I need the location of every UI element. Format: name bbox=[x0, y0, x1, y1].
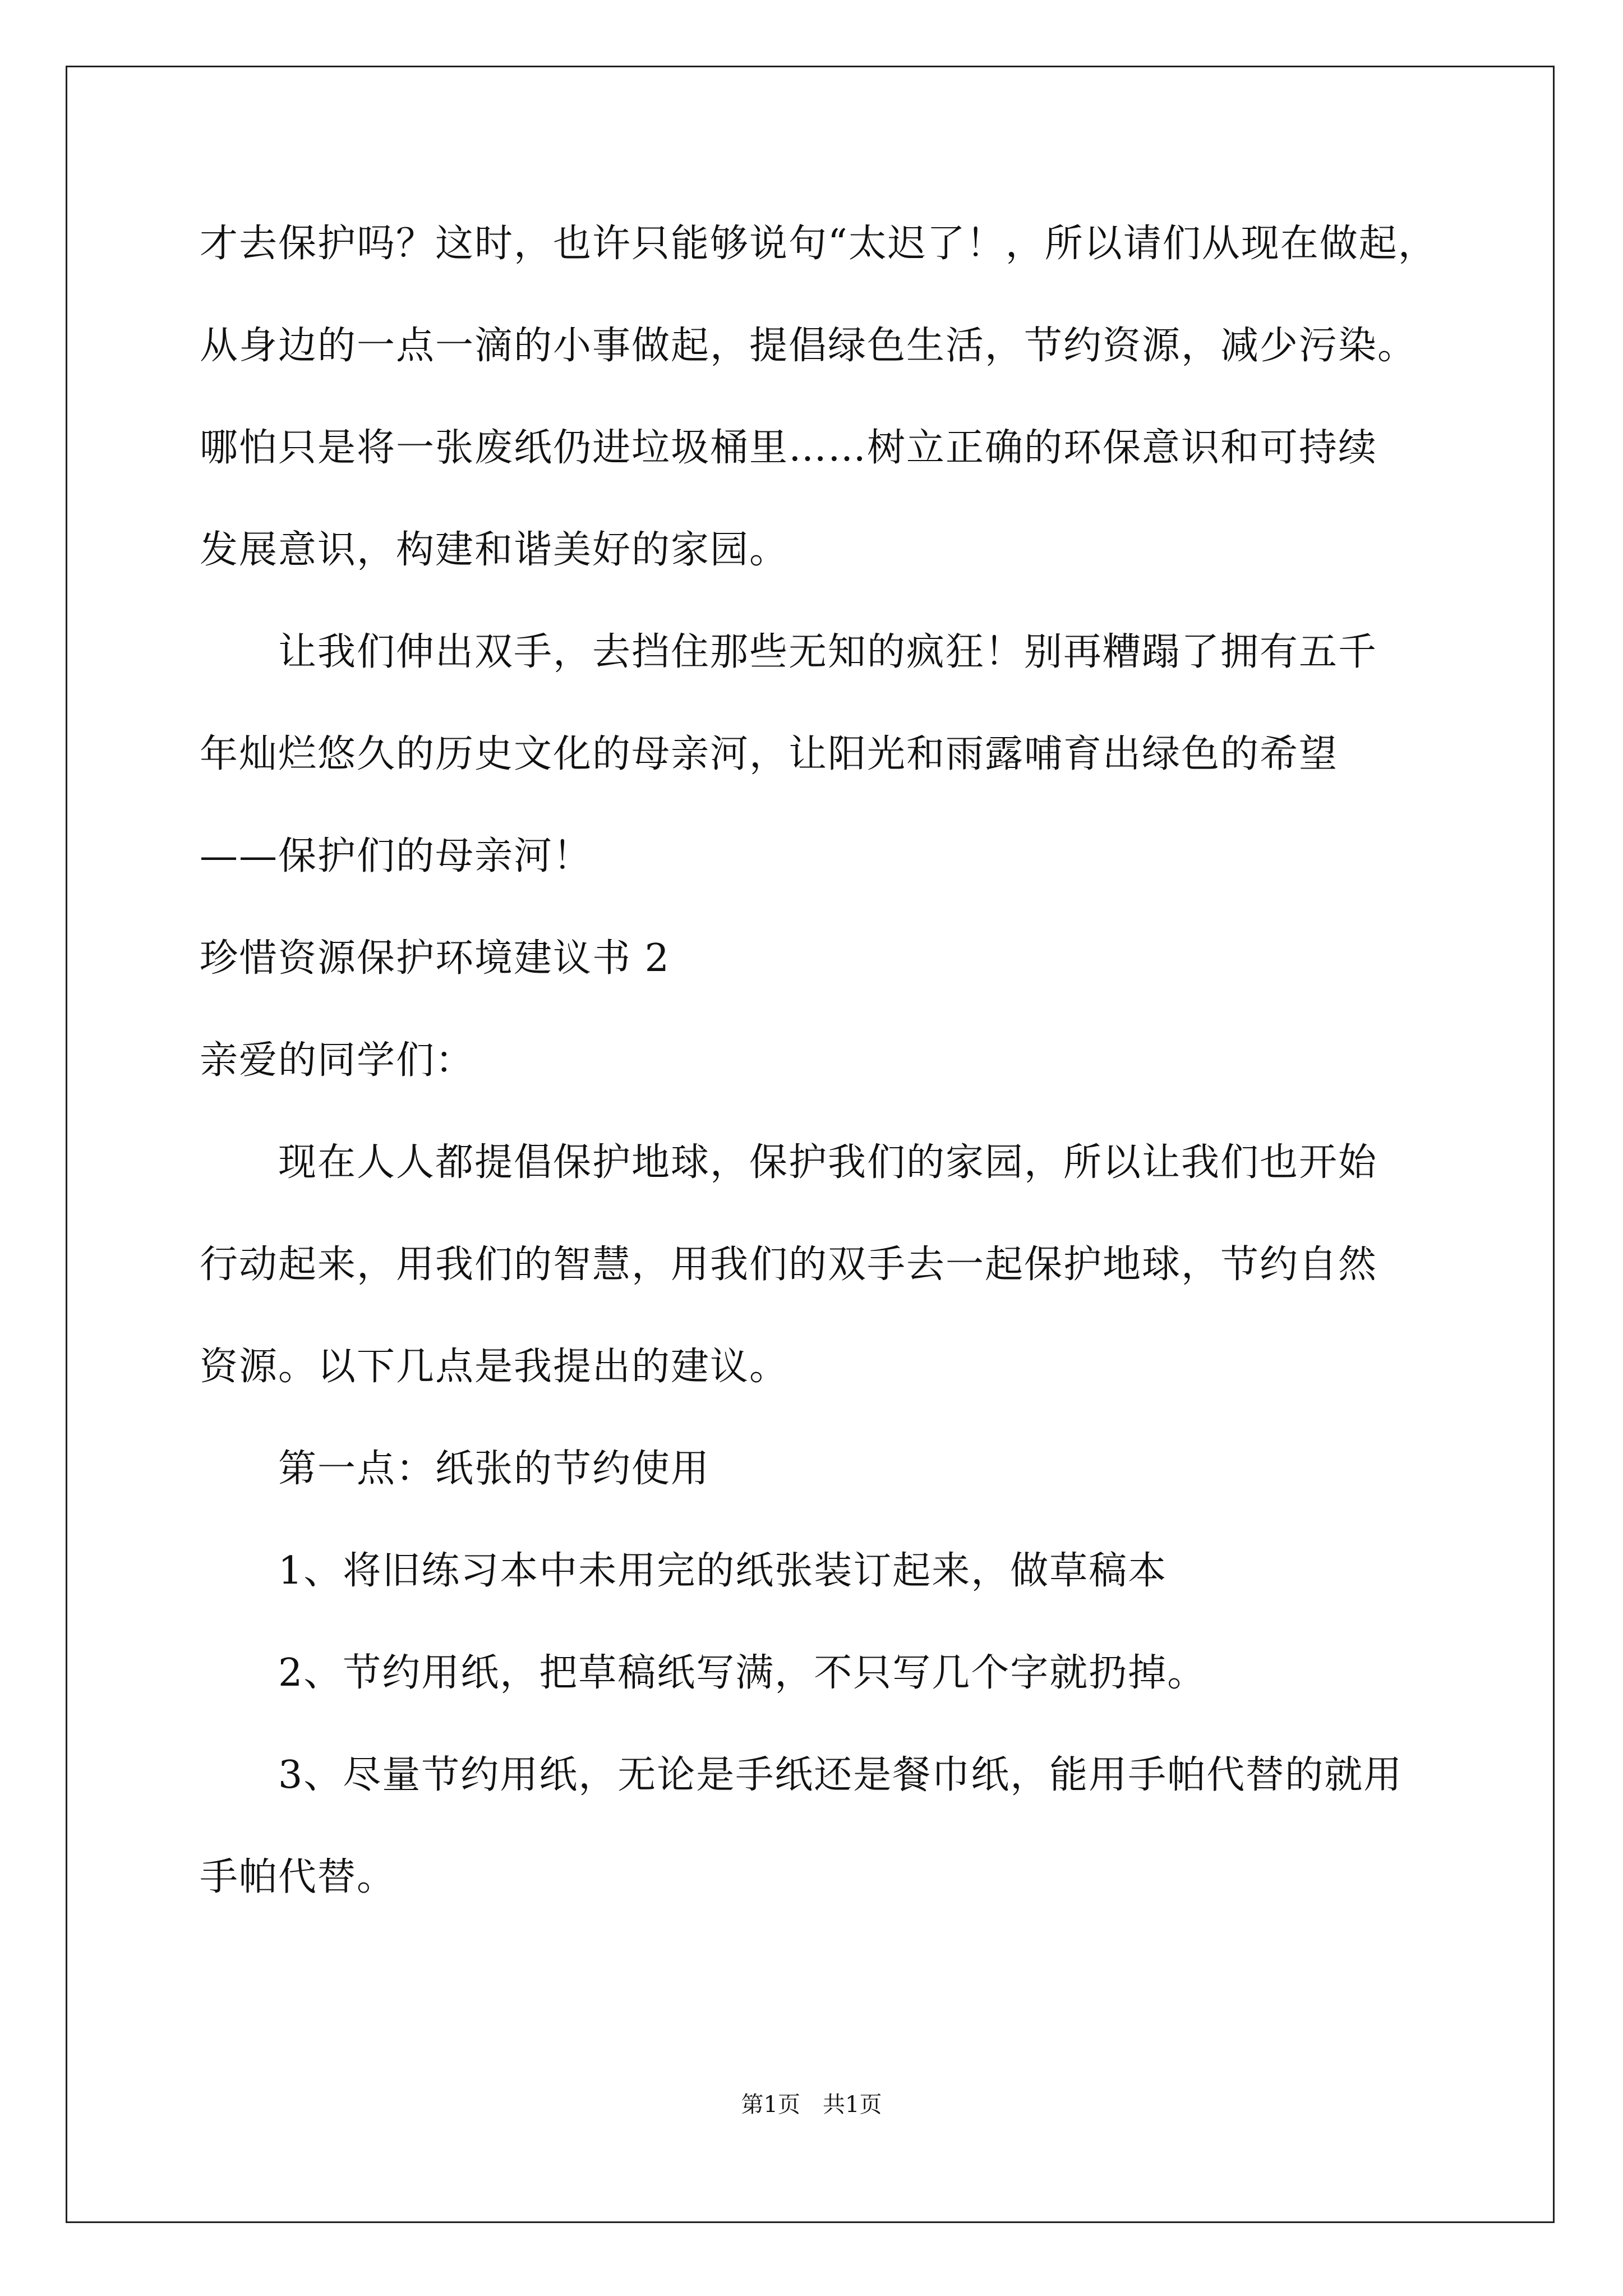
text-line: 年灿烂悠久的历史文化的母亲河，让阳光和雨露哺育出绿色的希望 bbox=[200, 732, 1339, 776]
text-line: 哪怕只是将一张废纸仍进垃圾桶里……树立正确的环保意识和可持续 bbox=[200, 426, 1378, 470]
text-line: 资源。以下几点是我提出的建议。 bbox=[200, 1345, 789, 1389]
salutation: 亲爱的同学们： bbox=[200, 1038, 475, 1083]
paragraph-first-line: 让我们伸出双手，去挡住那些无知的疯狂！别再糟蹋了拥有五千 bbox=[278, 630, 1378, 674]
text-line: 从身边的一点一滴的小事做起，提倡绿色生活，节约资源，减少污染。 bbox=[200, 324, 1417, 368]
list-item: 3、尽量节约用纸，无论是手纸还是餐巾纸，能用手帕代替的就用 bbox=[278, 1753, 1403, 1797]
list-item: 1、将旧练习本中未用完的纸张装订起来，做草稿本 bbox=[278, 1549, 1168, 1593]
list-item: 2、节约用纸，把草稿纸写满，不只写几个字就扔掉。 bbox=[278, 1651, 1207, 1695]
point-heading: 第一点：纸张的节约使用 bbox=[278, 1447, 711, 1491]
text-line: ——保护们的母亲河！ bbox=[200, 834, 593, 878]
text-line: 手帕代替。 bbox=[200, 1855, 396, 1899]
page-footer: 第1页 共1页 bbox=[741, 2092, 882, 2118]
text-line: 行动起来，用我们的智慧，用我们的双手去一起保护地球，节约自然 bbox=[200, 1243, 1378, 1287]
text-line: 发展意识，构建和谐美好的家园。 bbox=[200, 528, 789, 572]
paragraph-first-line: 现在人人都提倡保护地球，保护我们的家园，所以让我们也开始 bbox=[278, 1140, 1378, 1185]
text-line: 才去保护吗？这时，也许只能够说句“太迟了！，所以请们从现在做起， bbox=[200, 222, 1437, 266]
section-title: 珍惜资源保护环境建议书 2 bbox=[200, 936, 670, 981]
